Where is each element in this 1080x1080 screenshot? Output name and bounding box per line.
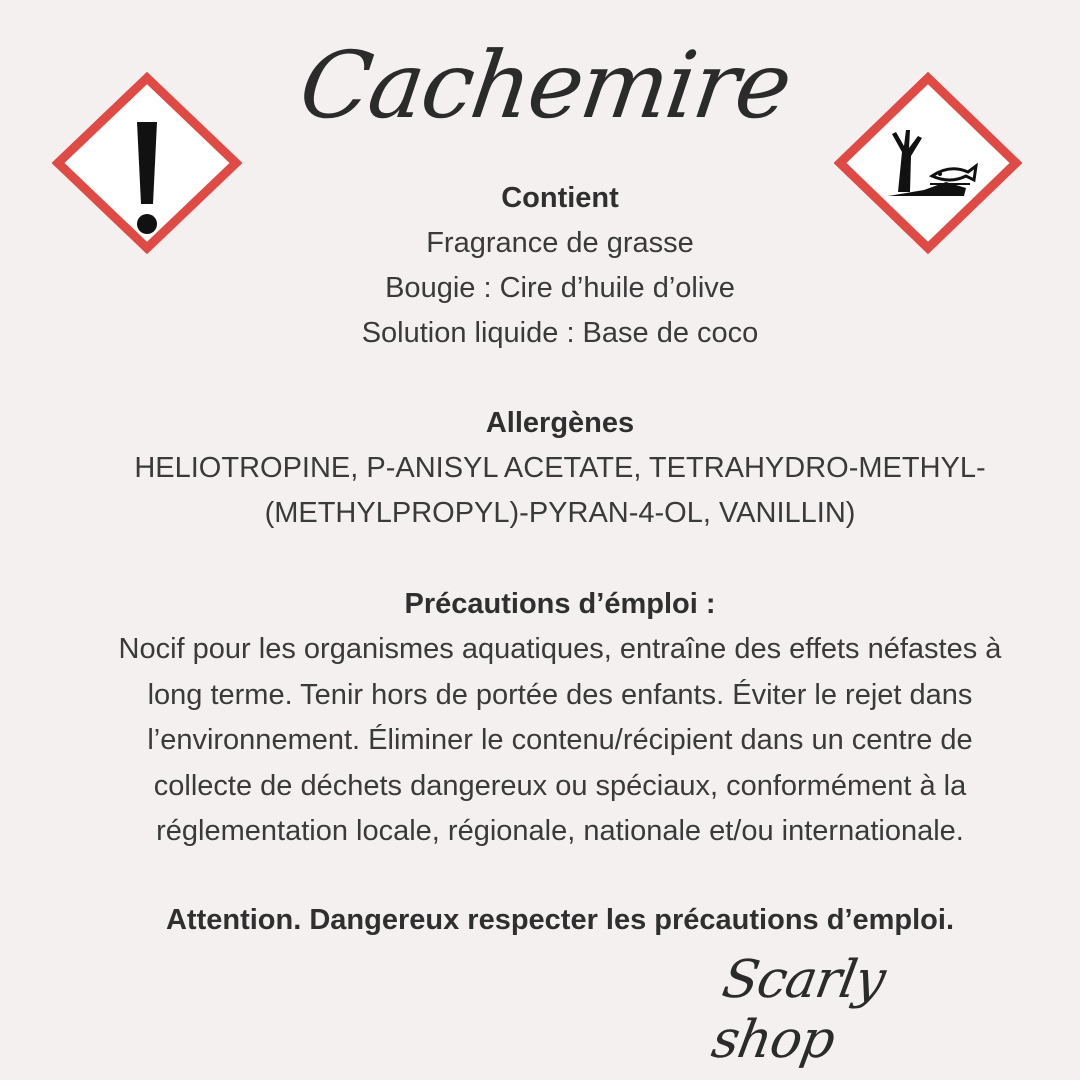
- precautions-line: long terme. Tenir hors de portée des enfants. Éviter le rejet dans: [147, 678, 973, 711]
- brand-signature: Scarly shop: [707, 950, 890, 1070]
- contient-line: Fragrance de grasse: [426, 227, 694, 259]
- precautions-section: [40, 582, 1080, 855]
- allergenes-line: HELIOTROPINE, P-ANISYL ACETATE, TETRAHYDRO-METHYL-: [134, 452, 986, 484]
- contient-section: [40, 176, 1080, 356]
- product-title: Cachemire: [293, 31, 797, 139]
- contient-line: Solution liquide : Base de coco: [361, 317, 759, 349]
- contient-heading: Contient: [501, 182, 619, 214]
- precautions-line: l’environnement. Éliminer le contenu/récipient dans un centre de: [147, 724, 973, 756]
- precautions-line: réglementation locale, régionale, nationale et/ou internationale.: [156, 815, 964, 847]
- allergenes-section: [40, 401, 1080, 536]
- contient-line: Bougie : Cire d’huile d’olive: [385, 272, 735, 304]
- allergenes-heading: Allergènes: [485, 407, 635, 439]
- precautions-heading: Précautions d’émploi :: [404, 588, 716, 620]
- precautions-line: Nocif pour les organismes aquatiques, entraîne des effets néfastes à: [118, 633, 1002, 665]
- warning-text: Attention. Dangereux respecter les précautions d’emploi.: [165, 904, 955, 936]
- precautions-line: collecte de déchets dangereux ou spéciaux, conformément à la: [153, 769, 967, 802]
- allergenes-line: (METHYLPROPYL)-PYRAN-4-OL, VANILLIN): [264, 497, 856, 529]
